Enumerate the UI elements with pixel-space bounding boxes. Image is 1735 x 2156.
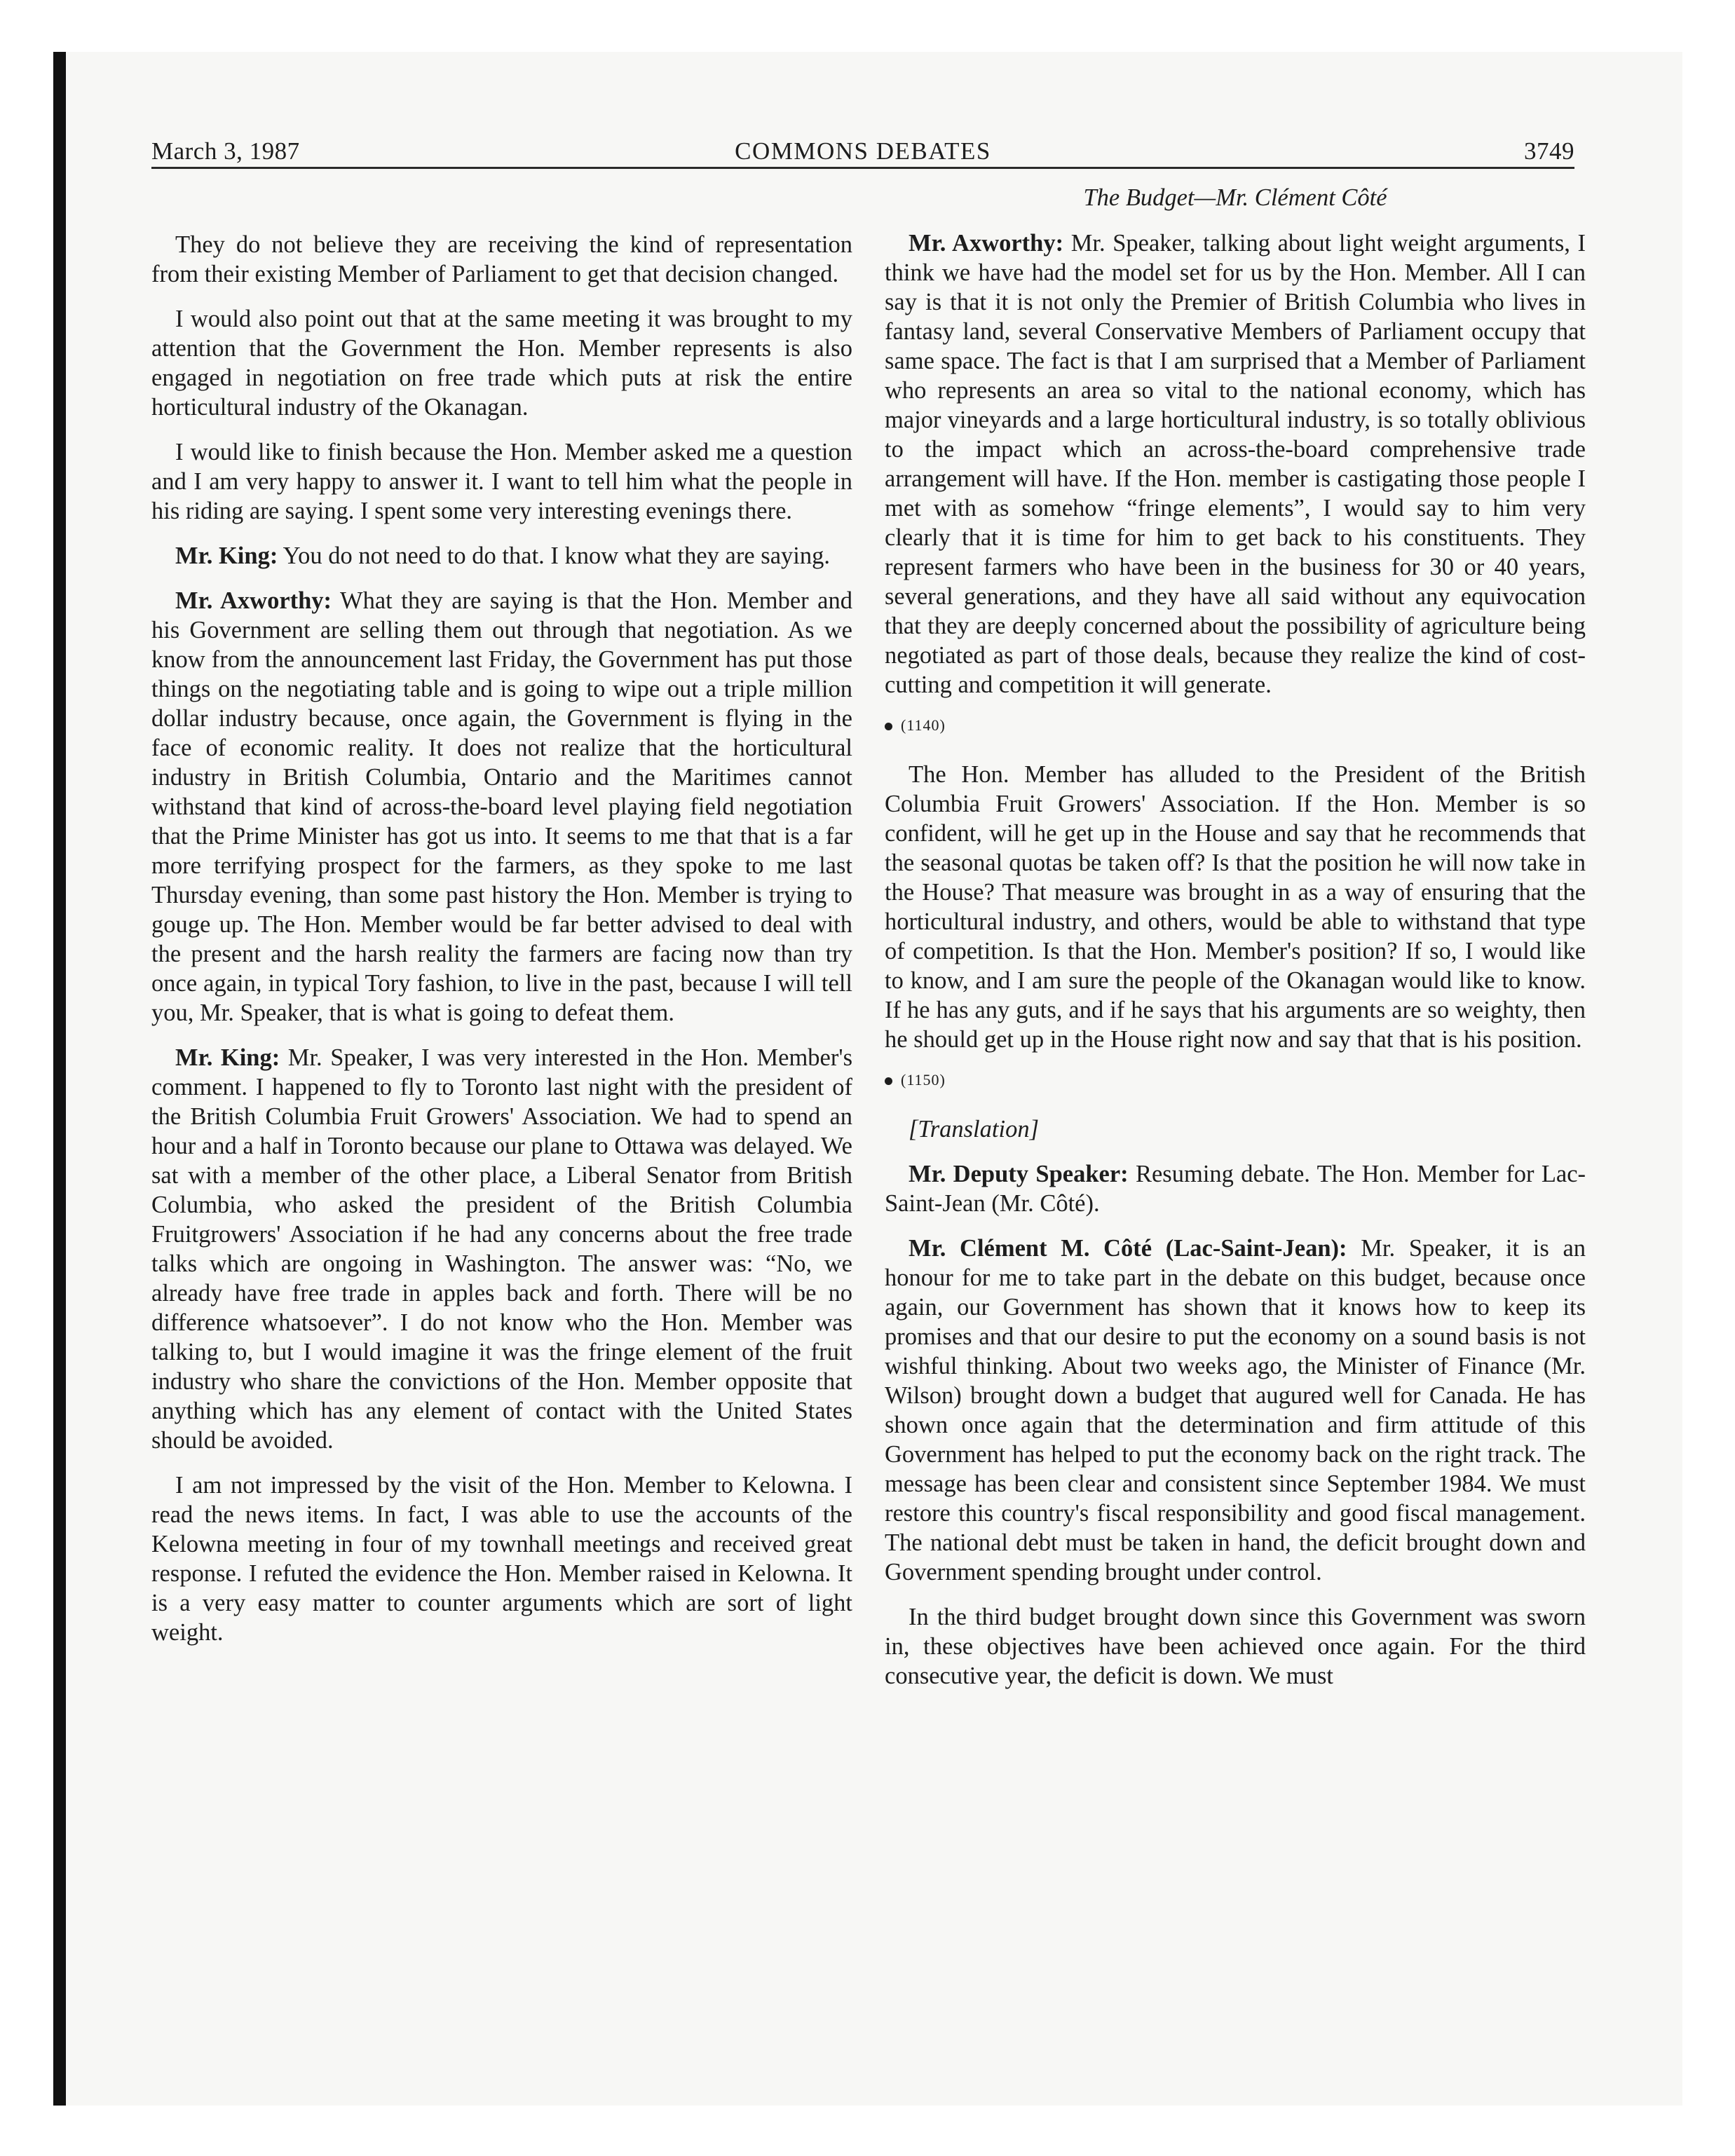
- header-date: March 3, 1987: [151, 137, 300, 165]
- time-stamp: [885, 715, 1586, 736]
- paragraph-text: Resuming debate. The Hon. Member for Lac-Saint-Jean (Mr. Côté).: [885, 1161, 1586, 1217]
- paragraph: [151, 437, 852, 526]
- paragraph-text: The Hon. Member has alluded to the President of the British Columbia Fruit Growers' Association. If the Hon. Member is so confident, will he get up in the House and say that he recommends that the seasonal quotas be taken off? Is that the position he will now take in the House? That measure was brought in as a way of ensuring that the horticultural industry, and others, would be able to withstand that type of competition. Is that the Hon. Member's position? If so, I would like to know, and I am sure the people of the Okanagan would like to know. If he has any guts, and if he says that his arguments are so weighty, then he should get up in the House right now and say that that is his position.: [885, 761, 1586, 1053]
- speaker-name: Mr. Deputy Speaker:: [909, 1161, 1129, 1187]
- scan-binding-edge: [53, 52, 66, 2106]
- translation-label: [Translation]: [909, 1116, 1039, 1142]
- paragraph: [151, 586, 852, 1028]
- left-column: [151, 230, 852, 1663]
- paragraph: [151, 304, 852, 422]
- speaker-name: Mr. Clément M. Côté (Lac-Saint-Jean):: [909, 1235, 1347, 1262]
- paragraph-text: Mr. Speaker, talking about light weight arguments, I think we have had the model set for us by the Hon. Member. All I can say is that it is not only the Premier of British Columbia who lives in fantasy land, several Conservative Members of Parliament occupy that same space. The fact is that I am surprised that a Member of Parliament who represents an area so vital to the national economy, which has major vineyards and a large horticultural industry, is so totally oblivious to the impact which an across-the-board comprehensive trade arrangement will have. If the Hon. member is castigating those people I met with as somehow “fringe elements”, I would say to him very clearly that it is time for him to get back to his constituents. They represent farmers who have been in the business for 30 or 40 years, several generations, and they have all said without any equivocation that they are deeply concerned about the possibility of agriculture being negotiated as part of those deals, because they realize the kind of cost-cutting and competition it will generate.: [885, 230, 1586, 698]
- paragraph-text: You do not need to do that. I know what they are saying.: [283, 543, 830, 569]
- paragraph-text: They do not believe they are receiving the kind of representation from their existing Member of Parliament to get that decision changed.: [151, 231, 852, 287]
- paragraph: [885, 1159, 1586, 1218]
- right-column: [885, 181, 1586, 1706]
- paragraph-text: I am not impressed by the visit of the Hon. Member to Kelowna. I read the news items. In fact, I was able to use the accounts of the Kelowna meeting in four of my townhall meetings and received great response. I refuted the evidence the Hon. Member raised in Kelowna. It is a very easy matter to counter arguments which are sort of light weight.: [151, 1472, 852, 1646]
- bullet-icon: [885, 1077, 892, 1085]
- paragraph: [151, 541, 852, 571]
- paragraph: [151, 1471, 852, 1647]
- paragraph: [885, 1234, 1586, 1587]
- paragraph-text: I would also point out that at the same meeting it was brought to my attention that the Government the Hon. Member represents is also engaged in negotiation on free trade which puts at risk the entire horticultural industry of the Okanagan.: [151, 306, 852, 421]
- paragraph-text: What they are saying is that the Hon. Member and his Government are selling them out through that negotiation. As we know from the announcement last Friday, the Government has put those things on the negotiating table and is going to wipe out a triple million dollar industry because, once again, the Government is flying in the face of economic reality. It does not realize that the horticultural industry in British Columbia, Ontario and the Maritimes cannot withstand that kind of across-the-board level playing field negotiation that the Prime Minister has got us into. It seems to me that that is a far more terrifying prospect for the farmers, as they spoke to me last Thursday evening, than some past history the Hon. Member is trying to gouge up. The Hon. Member would be far better advised to deal with the present and the harsh reality the farmers are facing now than try once again, in typical Tory fashion, to live in the past, because I will tell you, Mr. Speaker, that is what is going to defeat them.: [151, 587, 852, 1026]
- speaker-name: Mr. Axworthy:: [175, 587, 332, 614]
- time-stamp-text: (1140): [901, 716, 946, 734]
- speaker-name: Mr. Axworthy:: [909, 230, 1064, 257]
- time-stamp-text: (1150): [901, 1071, 946, 1089]
- paragraph-text: In the third budget brought down since this Government was sworn in, these objectives have been achieved once again. For the third consecutive year, the deficit is down. We must: [885, 1604, 1586, 1689]
- page-header: [151, 133, 1574, 170]
- paragraph: [885, 228, 1586, 700]
- paragraph: [151, 230, 852, 289]
- paragraph-text: Mr. Speaker, it is an honour for me to take part in the debate on this budget, because once again, our Government has shown that it knows how to keep its promises and that our desire to put the economy on a sound basis is not wishful thinking. About two weeks ago, the Minister of Finance (Mr. Wilson) brought down a budget that augured well for Canada. He has shown once again that the determination and firm attitude of this Government has helped to put the economy back on the right track. The message has been clear and consistent since September 1984. We must restore this country's fiscal responsibility and good fiscal management. The national debt must be taken in hand, the deficit brought down and Government spending brought under control.: [885, 1235, 1586, 1585]
- paragraph: [885, 1602, 1586, 1691]
- paragraph: [151, 1043, 852, 1455]
- header-publication: COMMONS DEBATES: [735, 137, 991, 165]
- header-page-number: 3749: [1524, 137, 1574, 165]
- speaker-name: Mr. King:: [175, 1044, 280, 1071]
- time-stamp: [885, 1070, 1586, 1091]
- running-title: The Budget—Mr. Clément Côté: [1083, 184, 1387, 211]
- paragraph: [885, 760, 1586, 1054]
- bullet-icon: [885, 723, 892, 730]
- paragraph-text: Mr. Speaker, I was very interested in the Hon. Member's comment. I happened to fly to Toronto last night with the president of the British Columbia Fruit Growers' Association. We had to spend an hour and a half in Toronto because our plane to Ottawa was delayed. We sat with a member of the other place, a Liberal Senator from British Columbia, who asked the president of the British Columbia Fruitgrowers' Association if he had any concerns about the free trade talks which are ongoing in Washington. The answer was: “No, we already have free trade in apples back and forth. There will be no difference whatsoever”. I do not know who the Hon. Member was talking to, but I would imagine it was the fringe element of the fruit industry who share the convictions of the Hon. Member opposite that anything which has any element of contact with the United States should be avoided.: [151, 1044, 853, 1454]
- header-rule: [151, 167, 1574, 169]
- speaker-name: Mr. King:: [175, 543, 278, 569]
- paragraph-text: I would like to finish because the Hon. Member asked me a question and I am very happy to answer it. I want to tell him what the people in his riding are saying. I spent some very interesting evenings there.: [151, 439, 852, 524]
